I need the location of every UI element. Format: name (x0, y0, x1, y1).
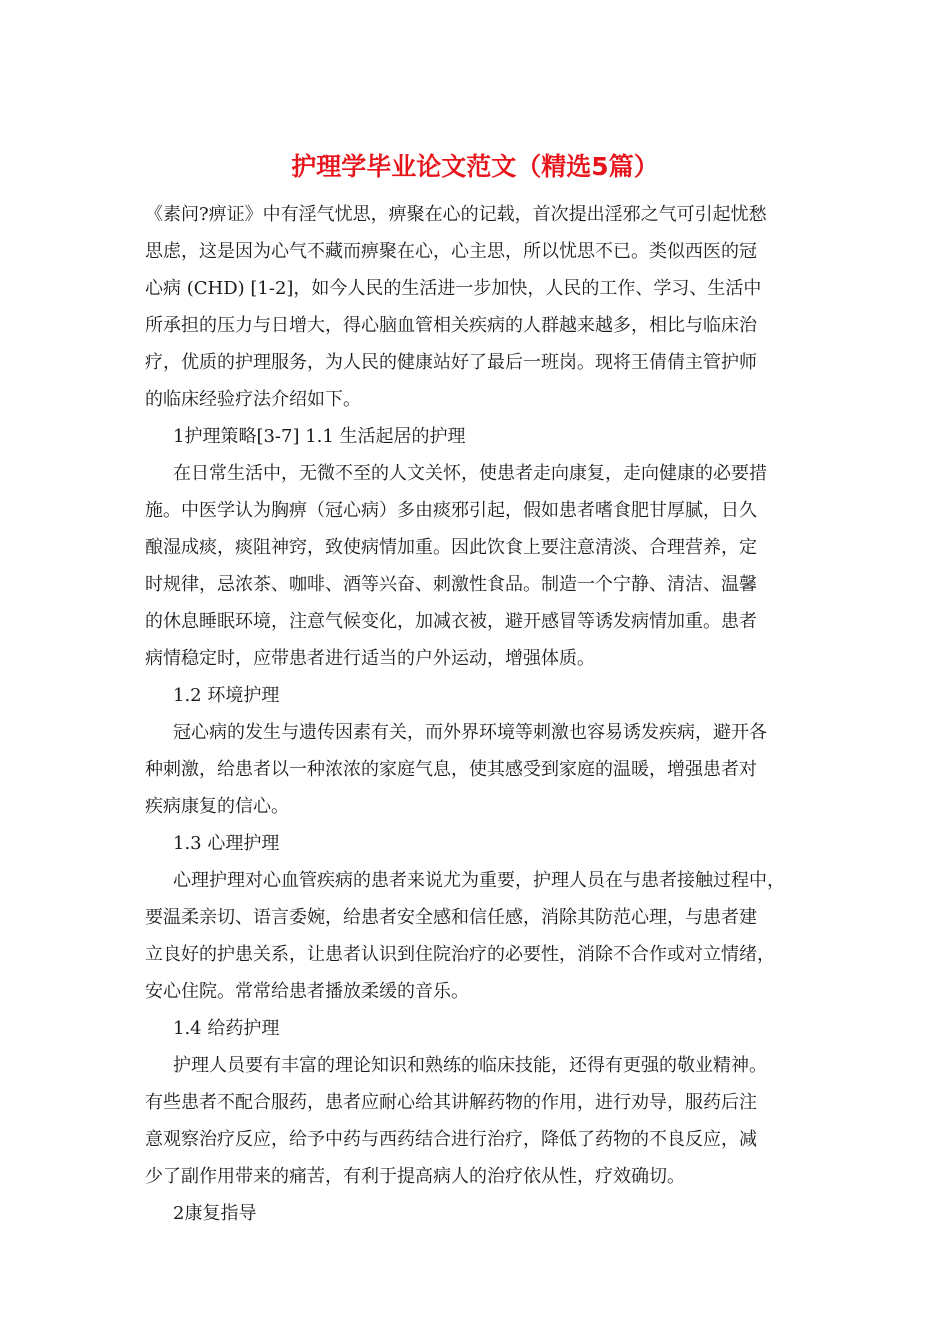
text-line: 少了副作用带来的痛苦，有利于提高病人的治疗依从性，疗效确切。 (145, 1166, 685, 1187)
text-line: 疗，优质的护理服务，为人民的健康站好了最后一班岗。现将王倩倩主管护师 (145, 352, 757, 373)
text-line: 1护理策略[3-7] 1.1 生活起居的护理 (173, 426, 466, 447)
document-title: 护理学毕业论文范文（精选5篇） (291, 152, 659, 181)
text-line: 疾病康复的信心。 (145, 796, 289, 817)
text-line: 的临床经验疗法介绍如下。 (145, 389, 361, 410)
text-line: 病情稳定时，应带患者进行适当的户外运动，增强体质。 (145, 648, 595, 669)
text-line: 的休息睡眠环境，注意气候变化，加减衣被，避开感冒等诱发病情加重。患者 (145, 611, 757, 632)
text-line: 有些患者不配合服药，患者应耐心给其讲解药物的作用，进行劝导，服药后注 (145, 1092, 757, 1113)
text-line: 时规律，忌浓茶、咖啡、酒等兴奋、刺激性食品。制造一个宁静、清洁、温馨 (145, 574, 757, 595)
text-line: 立良好的护患关系，让患者认识到住院治疗的必要性，消除不合作或对立情绪， (145, 944, 775, 965)
text-line: 冠心病的发生与遗传因素有关，而外界环境等刺激也容易诱发疾病，避开各 (173, 722, 767, 743)
text-line: 1.4 给药护理 (173, 1018, 280, 1039)
text-line: 酿湿成痰，痰阻神窍，致使病情加重。因此饮食上要注意清淡、合理营养，定 (145, 537, 757, 558)
text-line: 2康复指导 (173, 1203, 257, 1224)
text-line: 心病 (CHD) [1-2]，如今人民的生活进一步加快，人民的工作、学习、生活中 (145, 278, 762, 299)
text-line: 《素问?痹证》中有淫气忧思，痹聚在心的记载，首次提出淫邪之气可引起忧愁 (145, 204, 767, 225)
text-line: 种刺激，给患者以一种浓浓的家庭气息，使其感受到家庭的温暖，增强患者对 (145, 759, 757, 780)
text-line: 要温柔亲切、语言委婉，给患者安全感和信任感，消除其防范心理，与患者建 (145, 907, 757, 928)
text-line: 护理人员要有丰富的理论知识和熟练的临床技能，还得有更强的敬业精神。 (173, 1055, 767, 1076)
text-line: 1.2 环境护理 (173, 685, 280, 706)
text-line: 思虑，这是因为心气不藏而痹聚在心，心主思，所以忧思不已。类似西医的冠 (145, 241, 757, 262)
text-line: 在日常生活中，无微不至的人文关怀，使患者走向康复，走向健康的必要措 (173, 463, 767, 484)
text-line: 心理护理对心血管疾病的患者来说尤为重要，护理人员在与患者接触过程中， (173, 870, 785, 891)
text-line: 意观察治疗反应，给予中药与西药结合进行治疗，降低了药物的不良反应，减 (145, 1129, 757, 1150)
text-line: 施。中医学认为胸痹（冠心病）多由痰邪引起，假如患者嗜食肥甘厚腻，日久 (145, 500, 757, 521)
text-line: 所承担的压力与日增大，得心脑血管相关疾病的人群越来越多，相比与临床治 (145, 315, 757, 336)
text-line: 1.3 心理护理 (173, 833, 280, 854)
text-line: 安心住院。常常给患者播放柔缓的音乐。 (145, 981, 469, 1002)
document-body (145, 196, 805, 1232)
